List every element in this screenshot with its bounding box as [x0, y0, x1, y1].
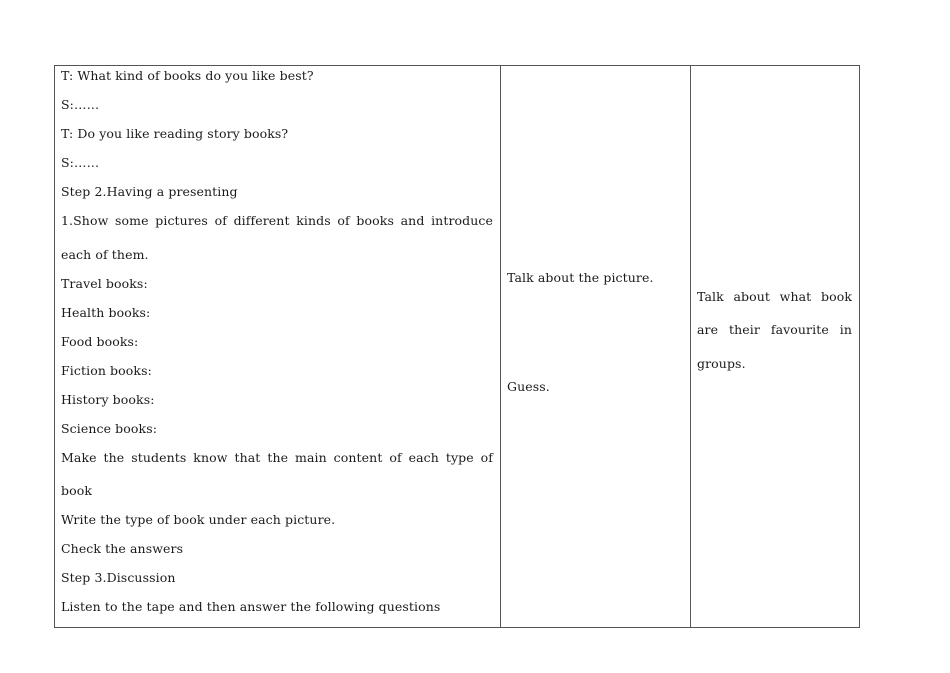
instruction-line: Check the answers: [61, 541, 184, 556]
dialogue-line: T: Do you like reading story books?: [61, 126, 289, 141]
dialogue-line: S:……: [61, 97, 100, 112]
purpose-column: [691, 66, 859, 627]
instruction-line: Write the type of book under each picture.: [61, 512, 336, 527]
purpose-line: are their favourite in: [697, 322, 852, 337]
teacher-activity-column: [55, 66, 501, 627]
step-heading: Step 3.Discussion: [61, 570, 176, 585]
instruction-line: Listen to the tape and then answer the following questions: [61, 599, 441, 614]
instruction-line: Make the students know that the main content of each type of: [61, 450, 493, 465]
book-type-label: Science books:: [61, 421, 158, 436]
student-activity-column: [501, 66, 691, 627]
lesson-table: [54, 65, 860, 628]
dialogue-line: S:……: [61, 155, 100, 170]
instruction-line: 1.Show some pictures of different kinds of books and introduce: [61, 213, 493, 228]
instruction-line: each of them.: [61, 247, 149, 262]
book-type-label: History books:: [61, 392, 155, 407]
instruction-line: book: [61, 483, 93, 498]
book-type-label: Food books:: [61, 334, 139, 349]
student-activity-line: Talk about the picture.: [507, 270, 654, 285]
dialogue-line: T: What kind of books do you like best?: [61, 68, 314, 83]
step-heading: Step 2.Having a presenting: [61, 184, 238, 199]
book-type-label: Health books:: [61, 305, 151, 320]
student-activity-line: Guess.: [507, 379, 550, 394]
book-type-label: Fiction books:: [61, 363, 152, 378]
purpose-line: groups.: [697, 356, 746, 371]
purpose-line: Talk about what book: [697, 289, 852, 304]
book-type-label: Travel books:: [61, 276, 148, 291]
